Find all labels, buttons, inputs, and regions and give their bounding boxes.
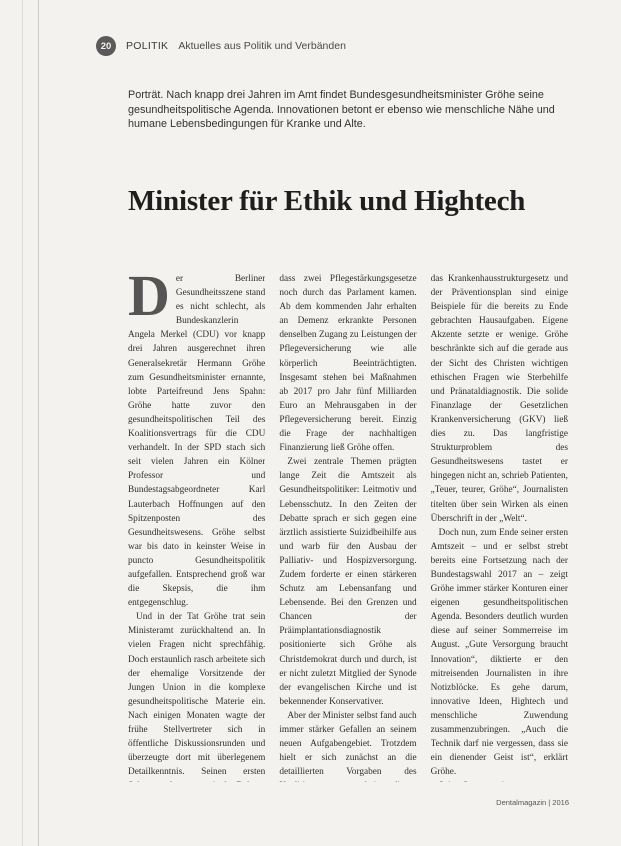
section-label: POLITIK bbox=[126, 40, 169, 52]
body-column-1 bbox=[128, 272, 265, 782]
article-teaser: Porträt. Nach knapp drei Jahren im Amt findet Bundesgesundheitsminister Gröhe seine gesundheitspolitische Agenda. Innovationen betont er ebenso wie menschliche Nähe und humane Lebensbedingungen für Kranke und Alte. bbox=[128, 89, 555, 131]
section-subtitle: Aktuelles aus Politik und Verbänden bbox=[178, 40, 346, 52]
paragraph: Doch nun, zum Ende seiner ersten Amtszeit – und er selbst strebt bereits eine Fortsetzung nach der Bundestagswahl 2017 an – zeigt Gröhe immer stärker Konturen einer eigenen gesundheitspolitischen Agenda. Besonders deutlich wurden diese auf seiner Sommerreise im August. „Gute Versorgung braucht Innovation“, diktierte er den mitreisenden Journalisten in ihre Notizblöcke. Es gehe darum, innovative Ideen, Hightech und menschliche Zuwendung zusammenzubringen. „Auch die Technik darf nie vergessen, dass sie ein dienender Geist ist“, erklärt Gröhe. bbox=[430, 527, 568, 778]
scan-edge-left bbox=[22, 0, 23, 846]
page-number-badge: 20 bbox=[96, 36, 116, 56]
paragraph bbox=[431, 779, 568, 782]
paragraph: Aber der Minister selbst fand auch immer stärker Gefallen an seinem neuen Aufgabengebiet. Trotzdem hielt er sich zunächst an die detaillierten Vorgaben des bbox=[279, 710, 417, 778]
paragraph: dass zwei Pflegestärkungsgesetze noch durch das Parlament kamen. Ab dem kommenden Jahr erhalten an Demenz erkrankte Personen denselben Zugang zu Leistungen der Pflegeversicherung wie alle körperlich Beeinträchtigten. Insgesamt stehen bei Maßnahmen ab 2017 pro Jahr fünf Milliarden Euro an Mehrausgaben in der Pflegeversicherung bereit. Einzig die Frage der nachhaltigen Finanzierung ließ Gröhe offen. bbox=[279, 274, 417, 454]
scan-edge bbox=[38, 0, 39, 846]
paragraph: Und in der Tat Gröhe trat sein Ministeramt zurückhaltend an. In vielen Fragen nicht sprechfähig. Doch erstaunlich rasch arbeitete sich der ehemalige Vorsitzende der Jungen Union in die komplexe gesundheitspolitische Materie ein. Nach einigen Monaten wagte der frühe Stellvertreter sich in öffentliche Diskussionsrunden und überzeugte dort mit überlegenem Detailkenntnis. Seinen ersten bbox=[128, 612, 266, 778]
paragraph-text: er Berliner Gesundheitsszene stand es nicht schlecht, als Bundeskanzlerin Angela Merkel (CDU) vor knapp drei Jahren ausgerechnet ihren Generalsekretär Hermann Gröhe zum Gesundheitsminister ernannte, lobte Parteifreund Jens Spahn: Gröhe hatte zuvor den gesundheitspolitischen Teil des Koalitionsvertrags für die CDU verhandelt. In der SPD stach sich seit vielen Jahren ein Kölner Professor und Bundestagsabgeordneter Karl Lauterbach Hoffnungen auf den Spitzenposten des Gesundheitswesens. Gröhe selbst war bis dato in keinster Weise in puncto Gesundheitspolitik aufgefallen. Entsprechend groß war die Skepsis, die ihm entgegenschlug. bbox=[128, 274, 266, 609]
paragraph: Zwei zentrale Themen prägten lange Zeit die Amtszeit als Gesundheitspolitiker: Leitmotiv und Lebensschutz. In den Zeiten der Debatte sprach er sich gegen eine ärztlich assistierte Suizidbeihilfe aus und warb für den Ausbau der Palliativ- und Hospizversorgung. Zudem forderte er einen stärkeren Schutz am Lebensanfang und Lebensende. Bei den Grenzen und Chancen der Präimplantationsdiagnostik positionierte sich Gröhe als Christdemokrat durch und durch, ist er nicht zuletzt Mitglied der Synode der evangelischen Kirche und ist bekennender Konservativer. bbox=[279, 457, 417, 707]
article-title: Minister für Ethik und Hightech bbox=[128, 185, 526, 217]
page-footer: Dentalmagazin | 2016 bbox=[496, 798, 569, 807]
paragraph bbox=[128, 272, 265, 610]
drop-cap: D bbox=[128, 272, 170, 328]
page-header bbox=[96, 36, 346, 56]
body-column-2 bbox=[279, 272, 416, 782]
article-body bbox=[128, 272, 568, 782]
body-column-3 bbox=[431, 272, 568, 782]
paragraph: das Krankenhausstrukturgesetz und der Präventionsplan sind einige Beispiele für die bereits zu Ende gebrachten Hausaufgaben. Eigene Akzente setzte er wenige. Gröhe beschränkte sich auf die gerade aus der Sicht des Christen wichtigen ethischen Fragen wie Sterbehilfe und Pränataldiagnostik. Die solide Finanzlage der Gesetzlichen Krankenversicherung (GKV) ließ dies zu. Das langfristige Strukturproblem des Gesundheitswesens tastet er hingegen nicht an, schrieb Patienten, „Teuer, teurer, Gröhe“, Journalisten titelten über sein Wirken als einen Überschrift in der „Welt“. bbox=[430, 274, 568, 524]
